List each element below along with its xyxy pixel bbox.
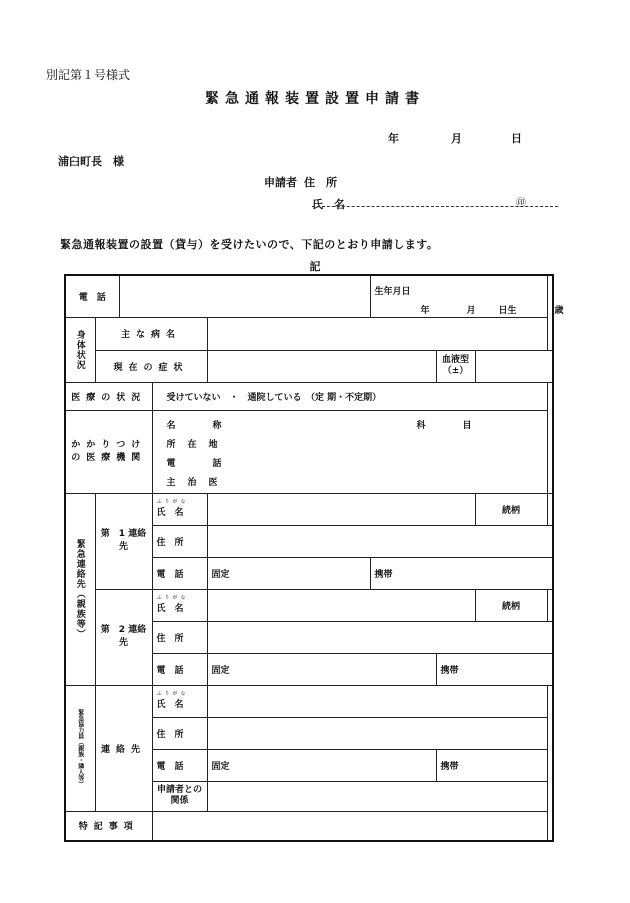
clinic-name-label: 名 称 bbox=[166, 420, 236, 431]
mobile-label: 携帯 bbox=[440, 761, 459, 772]
blood-type-field[interactable] bbox=[475, 350, 553, 382]
main-illness-label: 主な病名 bbox=[95, 317, 207, 350]
contact1-name-field[interactable] bbox=[207, 493, 475, 525]
document-title: 緊急通報装置設置申請書 bbox=[205, 91, 425, 107]
cooperator-mobile-field[interactable] bbox=[436, 749, 547, 781]
clinic-label: かかりつけの医療機関 bbox=[65, 410, 152, 493]
contact2-relation-field[interactable] bbox=[547, 589, 553, 621]
remarks-field[interactable] bbox=[152, 811, 547, 841]
ki-label: 記 bbox=[309, 260, 321, 273]
remarks-label: 特記事項 bbox=[65, 811, 152, 841]
phone-label: 電 話 bbox=[65, 275, 119, 317]
birth-date-label: 生年月日 bbox=[374, 287, 411, 297]
applicant-name-label: 氏 名 bbox=[312, 198, 345, 211]
contact1-label: 第 1 連絡先 bbox=[95, 493, 152, 589]
cooperator-landline-field[interactable] bbox=[207, 749, 436, 781]
contact2-name-label: ふりがな 氏 名 bbox=[152, 589, 207, 621]
applicant-address-label: 住 所 bbox=[304, 176, 337, 189]
date-day-label: 日 bbox=[511, 132, 522, 145]
landline-label: 固定 bbox=[211, 665, 230, 676]
age-label: 歳 bbox=[554, 306, 564, 316]
mobile-label: 携帯 bbox=[374, 569, 393, 580]
cooperator-phone-label: 電 話 bbox=[152, 749, 207, 781]
cooperator-name-label: ふりがな 氏 名 bbox=[152, 685, 207, 717]
contact2-name-field[interactable] bbox=[207, 589, 475, 621]
contact1-name-label: ふりがな 氏 名 bbox=[152, 493, 207, 525]
seal-mark: ㊞ bbox=[516, 198, 526, 209]
form-number: 別記第１号様式 bbox=[46, 68, 131, 82]
contact2-relation-label: 続柄 bbox=[475, 589, 547, 621]
cooperator-label: 緊急協力員（親族・隣人等） bbox=[65, 685, 95, 811]
birth-month-label: 月 bbox=[466, 306, 476, 316]
body-status-label: 身体状況 bbox=[65, 317, 95, 382]
contact2-phone-label: 電 話 bbox=[152, 653, 207, 685]
cooperator-address-label: 住 所 bbox=[152, 717, 207, 749]
mobile-label: 携帯 bbox=[440, 665, 459, 676]
current-symptoms-label: 現在の症状 bbox=[95, 350, 207, 382]
contact1-address-label: 住 所 bbox=[152, 525, 207, 557]
current-symptoms-field[interactable] bbox=[207, 350, 436, 382]
birth-day-label: 日生 bbox=[498, 306, 517, 316]
landline-label: 固定 bbox=[211, 761, 230, 772]
contact2-mobile-field[interactable] bbox=[436, 653, 553, 685]
clinic-field[interactable] bbox=[152, 410, 547, 493]
contact2-landline-field[interactable] bbox=[207, 653, 436, 685]
medical-status-label: 医療の状況 bbox=[65, 382, 152, 410]
intro-text: 緊急通報装置の設置（貸与）を受けたいので、下記のとおり申請します。 bbox=[60, 238, 439, 251]
medical-status-options[interactable]: 受けていない ・ 通院している （定 期・不定期） bbox=[152, 382, 547, 410]
contact2-address-label: 住 所 bbox=[152, 621, 207, 653]
date-year-label: 年 bbox=[388, 132, 399, 145]
clinic-phone-label: 電 話 bbox=[166, 458, 236, 469]
contact1-relation-label: 続柄 bbox=[475, 493, 547, 525]
clinic-address-label: 所在地 bbox=[166, 439, 230, 450]
main-illness-field[interactable] bbox=[207, 317, 547, 350]
contact1-landline-field[interactable] bbox=[207, 557, 370, 589]
cooperator-contact-label: 連絡先 bbox=[95, 685, 152, 811]
date-month-label: 月 bbox=[451, 132, 462, 145]
birth-year-label: 年 bbox=[420, 306, 430, 316]
relation-to-applicant-field[interactable] bbox=[207, 781, 547, 811]
birth-date-field[interactable] bbox=[370, 275, 564, 317]
contact2-address-field[interactable] bbox=[207, 621, 553, 653]
cooperator-name-field[interactable] bbox=[207, 685, 547, 717]
contact1-address-field[interactable] bbox=[207, 525, 553, 557]
clinic-doctor-label: 主治医 bbox=[166, 477, 230, 488]
landline-label: 固定 bbox=[211, 569, 230, 580]
contact1-phone-label: 電 話 bbox=[152, 557, 207, 589]
applicant-label: 申請者 bbox=[264, 176, 297, 189]
clinic-dept-label: 科 目 bbox=[416, 420, 486, 431]
application-form-table bbox=[64, 274, 564, 842]
contact1-relation-field[interactable] bbox=[547, 493, 553, 525]
emergency-contacts-label: 緊急連絡先（親族等） bbox=[65, 493, 95, 685]
contact2-label: 第 2 連絡先 bbox=[95, 589, 152, 685]
contact1-mobile-field[interactable] bbox=[370, 557, 553, 589]
phone-field[interactable] bbox=[119, 275, 370, 317]
addressee: 浦臼町長 様 bbox=[58, 155, 124, 168]
relation-to-applicant-label: 申請者との関係 bbox=[152, 781, 207, 811]
cooperator-address-field[interactable] bbox=[207, 717, 547, 749]
blood-type-label: 血液型 （±） bbox=[436, 350, 475, 382]
